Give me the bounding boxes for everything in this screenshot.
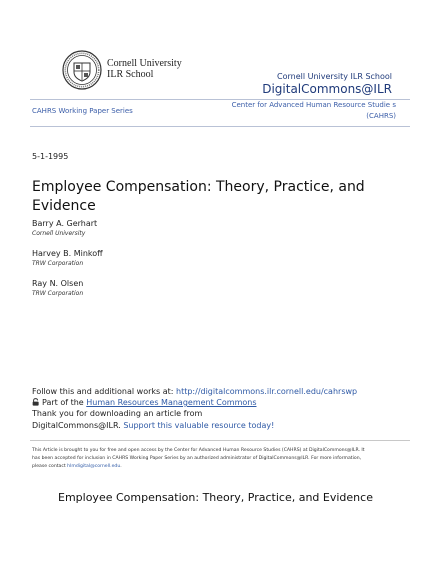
commons-link[interactable]: Human Resources Management Commons — [86, 398, 257, 407]
open-access-icon — [32, 398, 40, 406]
series-name[interactable]: CAHRS Working Paper Series — [32, 107, 133, 115]
center-name-line1[interactable]: Center for Advanced Human Resource Studie s — [231, 101, 396, 109]
university-name: Cornell University — [107, 58, 182, 69]
repository-name-text: DigitalCommons@ILR. — [32, 421, 121, 430]
notice-end: . — [120, 464, 122, 469]
follow-url-link[interactable]: http://digitalcommons.ilr.cornell.edu/cahrswp — [176, 387, 358, 396]
repository-owner: Cornell University ILR School — [277, 72, 392, 81]
author-affiliation: Cornell University — [32, 230, 86, 237]
publication-date: 5-1-1995 — [32, 152, 69, 161]
repository-support-line — [32, 421, 274, 430]
contact-email-link[interactable]: hlmdigital@cornell.edu — [67, 464, 121, 469]
author-name: Harvey B. Minkoff — [32, 249, 103, 258]
author-affiliation: TRW Corporation — [32, 260, 84, 267]
paper-title: Employee Compensation: Theory, Practice, and Evidence — [32, 179, 365, 214]
repository-name[interactable]: DigitalCommons@ILR — [262, 82, 392, 96]
banner-top-rule — [30, 99, 410, 100]
follow-line — [32, 387, 357, 396]
author-name: Ray N. Olsen — [32, 279, 84, 288]
thanks-line: Thank you for downloading an article from — [32, 409, 203, 418]
part-of-prefix: Part of the — [42, 398, 87, 407]
author-name: Barry A. Gerhart — [32, 219, 98, 228]
part-of-line — [32, 398, 257, 407]
school-name: ILR School — [107, 69, 154, 80]
center-name-line2[interactable]: (CAHRS) — [366, 112, 396, 120]
footer-title: Employee Compensation: Theory, Practice, and Evidence — [58, 491, 373, 504]
notice-rule — [30, 440, 410, 441]
author-affiliation: TRW Corporation — [32, 290, 84, 297]
cornell-seal-logo — [62, 50, 102, 90]
access-notice — [32, 447, 372, 471]
banner-bottom-rule — [30, 126, 410, 127]
follow-prefix: Follow this and additional works at: — [32, 387, 176, 396]
support-link[interactable]: Support this valuable resource today! — [123, 421, 275, 430]
notice-text: This Article is brought to you for free and open access by the Center for Advanced Human Resource Studies (CAHRS) at DigitalCommons@ILR. It has been accepted for inclusion in CAHRS Working Paper Series by an authorized administrator of DigitalCommons@ILR. For more information, please contact — [32, 448, 365, 469]
